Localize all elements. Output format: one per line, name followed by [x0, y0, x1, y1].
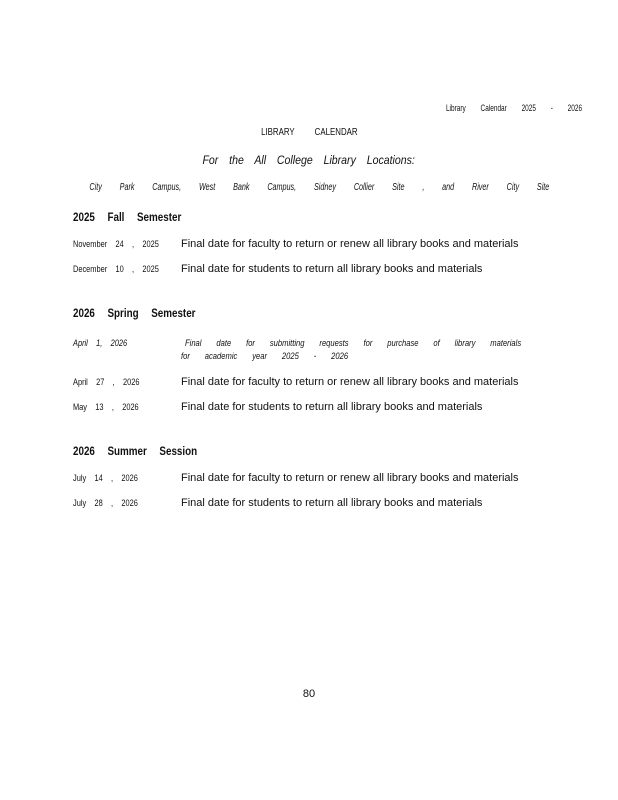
- document-subtitle: [0, 153, 618, 167]
- row-description: Final date for students to return all library books and materials: [181, 263, 483, 275]
- page-number: 80: [302, 688, 316, 700]
- row-date: April 1, 2026: [73, 338, 128, 349]
- section-heading-fall: 2025 Fall Semester: [73, 210, 182, 224]
- section-heading-summer: 2026 Summer Session: [73, 444, 198, 458]
- document-title-text: LIBRARY CALENDAR: [260, 126, 358, 138]
- running-header: Library Calendar 2025 - 2026: [445, 103, 582, 113]
- row-date: May 13 , 2026: [73, 402, 139, 413]
- locations-text: City Park Campus, West Bank Campus, Sidney Collier Site , and River City Site: [89, 182, 550, 193]
- section-heading-spring: 2026 Spring Semester: [73, 306, 196, 320]
- row-date: July 14 , 2026: [73, 473, 138, 484]
- row-description: Final date for students to return all library books and materials: [181, 497, 483, 509]
- row-date: July 28 , 2026: [73, 498, 138, 509]
- document-title: [0, 126, 618, 138]
- locations-line: [0, 182, 618, 193]
- row-description: Final date for faculty to return or renew all library books and materials: [181, 376, 519, 388]
- row-description-line1: Final date for submitting requests for purchase of library materials: [185, 338, 522, 349]
- row-description: Final date for students to return all library books and materials: [181, 401, 483, 413]
- row-date: April 27 , 2026: [73, 377, 140, 388]
- row-description-line2: for academic year 2025 - 2026: [181, 351, 349, 362]
- row-date: November 24 , 2025: [73, 239, 159, 250]
- row-date: December 10 , 2025: [73, 264, 159, 275]
- document-subtitle-text: For the All College Library Locations:: [202, 153, 416, 167]
- row-description: Final date for faculty to return or renew all library books and materials: [181, 472, 519, 484]
- row-description: Final date for faculty to return or renew all library books and materials: [181, 238, 519, 250]
